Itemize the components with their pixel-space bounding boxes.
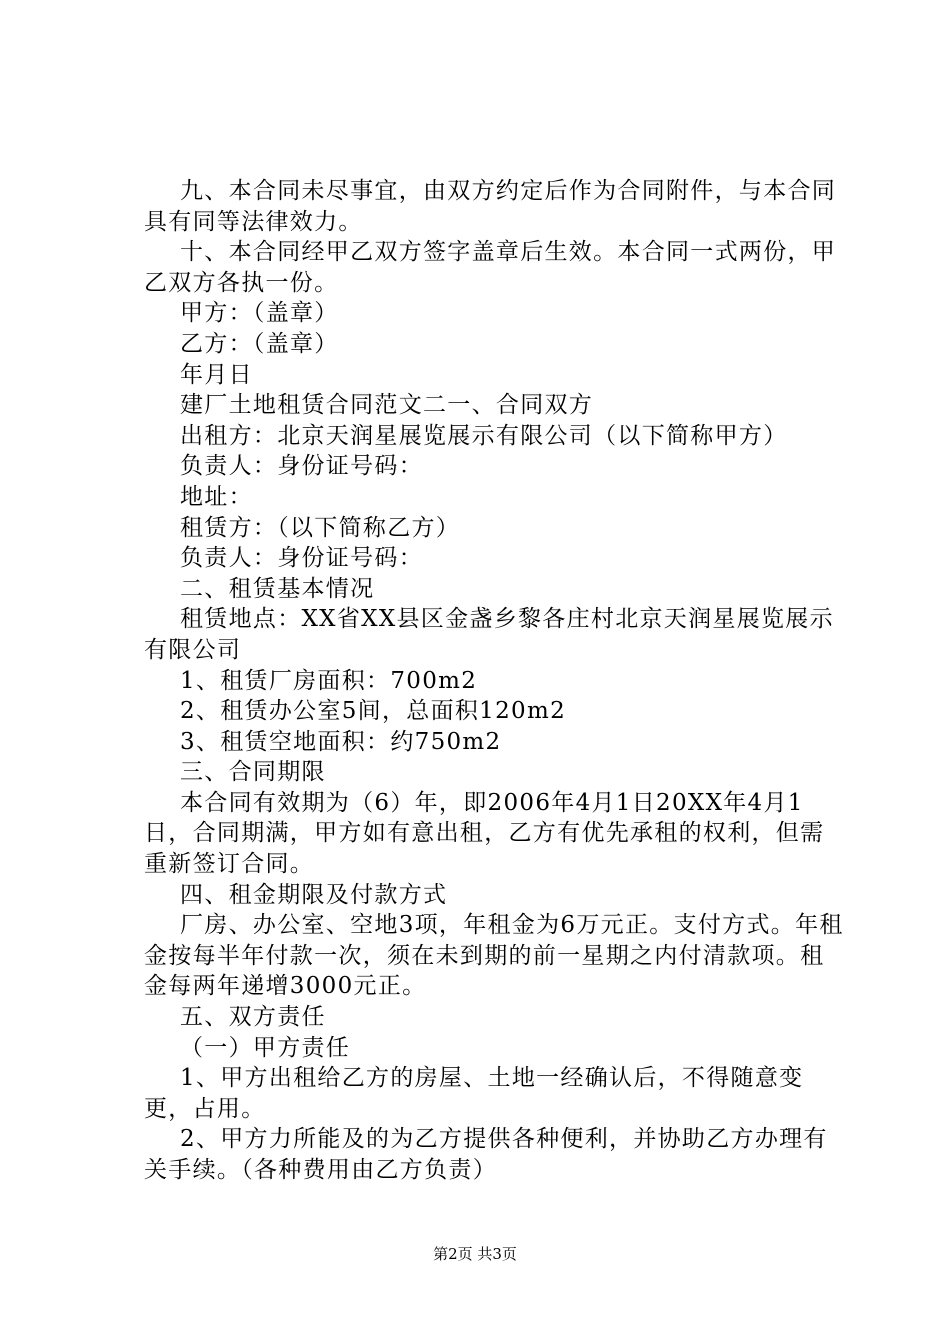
- document-body: [144, 176, 844, 1186]
- responsibility-item-2: 2、甲方力所能及的为乙方提供各种便利，并协助乙方办理有关手续。（各种费用由乙方负责）: [144, 1126, 828, 1183]
- section-heading-responsibilities: 五、双方责任: [180, 1004, 326, 1031]
- lease-item-factory-area: 1、租赁厂房面积：700m2: [180, 667, 478, 694]
- lessor-line: 出租方：北京天润星展览展示有限公司（以下简称甲方）: [180, 422, 788, 449]
- paragraph-clause-9: 九、本合同未尽事宜，由双方约定后作为合同附件，与本合同具有同等法律效力。: [144, 178, 837, 235]
- lease-location: 租赁地点：XX省XX县区金盏乡黎各庄村北京天润星展览展示有限公司: [144, 606, 834, 663]
- lessee-representative-line: 负责人：身份证号码：: [180, 545, 423, 572]
- section-heading-lease-basics: 二、租赁基本情况: [180, 575, 375, 602]
- section-title-template-2: 建厂土地租赁合同范文二一、合同双方: [180, 392, 594, 419]
- subheading-party-a-responsibilities: （一）甲方责任: [180, 1034, 351, 1061]
- section-heading-term: 三、合同期限: [180, 759, 326, 786]
- lease-item-open-land: 3、租赁空地面积：约750m2: [180, 728, 502, 755]
- paragraph-clause-10: 十、本合同经甲乙双方签字盖章后生效。本合同一式两份，甲乙双方各执一份。: [144, 239, 837, 296]
- responsibility-item-1: 1、甲方出租给乙方的房屋、土地一经确认后，不得随意变更，占用。: [144, 1065, 804, 1122]
- signature-party-b: 乙方：（盖章）: [180, 330, 339, 357]
- signature-party-a: 甲方：（盖章）: [180, 300, 339, 327]
- lessor-representative-line: 负责人：身份证号码：: [180, 453, 423, 480]
- page-number-footer: 第2页 共3页: [433, 1245, 517, 1263]
- signature-date: 年月日: [180, 361, 253, 388]
- rent-paragraph: 厂房、办公室、空地3项，年租金为6万元正。支付方式。年租金按每半年付款一次，须在未到期的前一星期之内付清款项。租金每两年递增3000元正。: [144, 912, 844, 1000]
- lease-item-office: 2、租赁办公室5间，总面积120m2: [180, 698, 567, 725]
- term-paragraph: 本合同有效期为（6）年，即2006年4月1日20XX年4月1日，合同期满，甲方如有意出租，乙方有优先承租的权利，但需重新签订合同。: [144, 789, 825, 878]
- section-heading-rent: 四、租金期限及付款方式: [180, 881, 448, 908]
- lessee-line: 租赁方：（以下简称乙方）: [180, 514, 461, 541]
- address-line: 地址：: [180, 483, 253, 510]
